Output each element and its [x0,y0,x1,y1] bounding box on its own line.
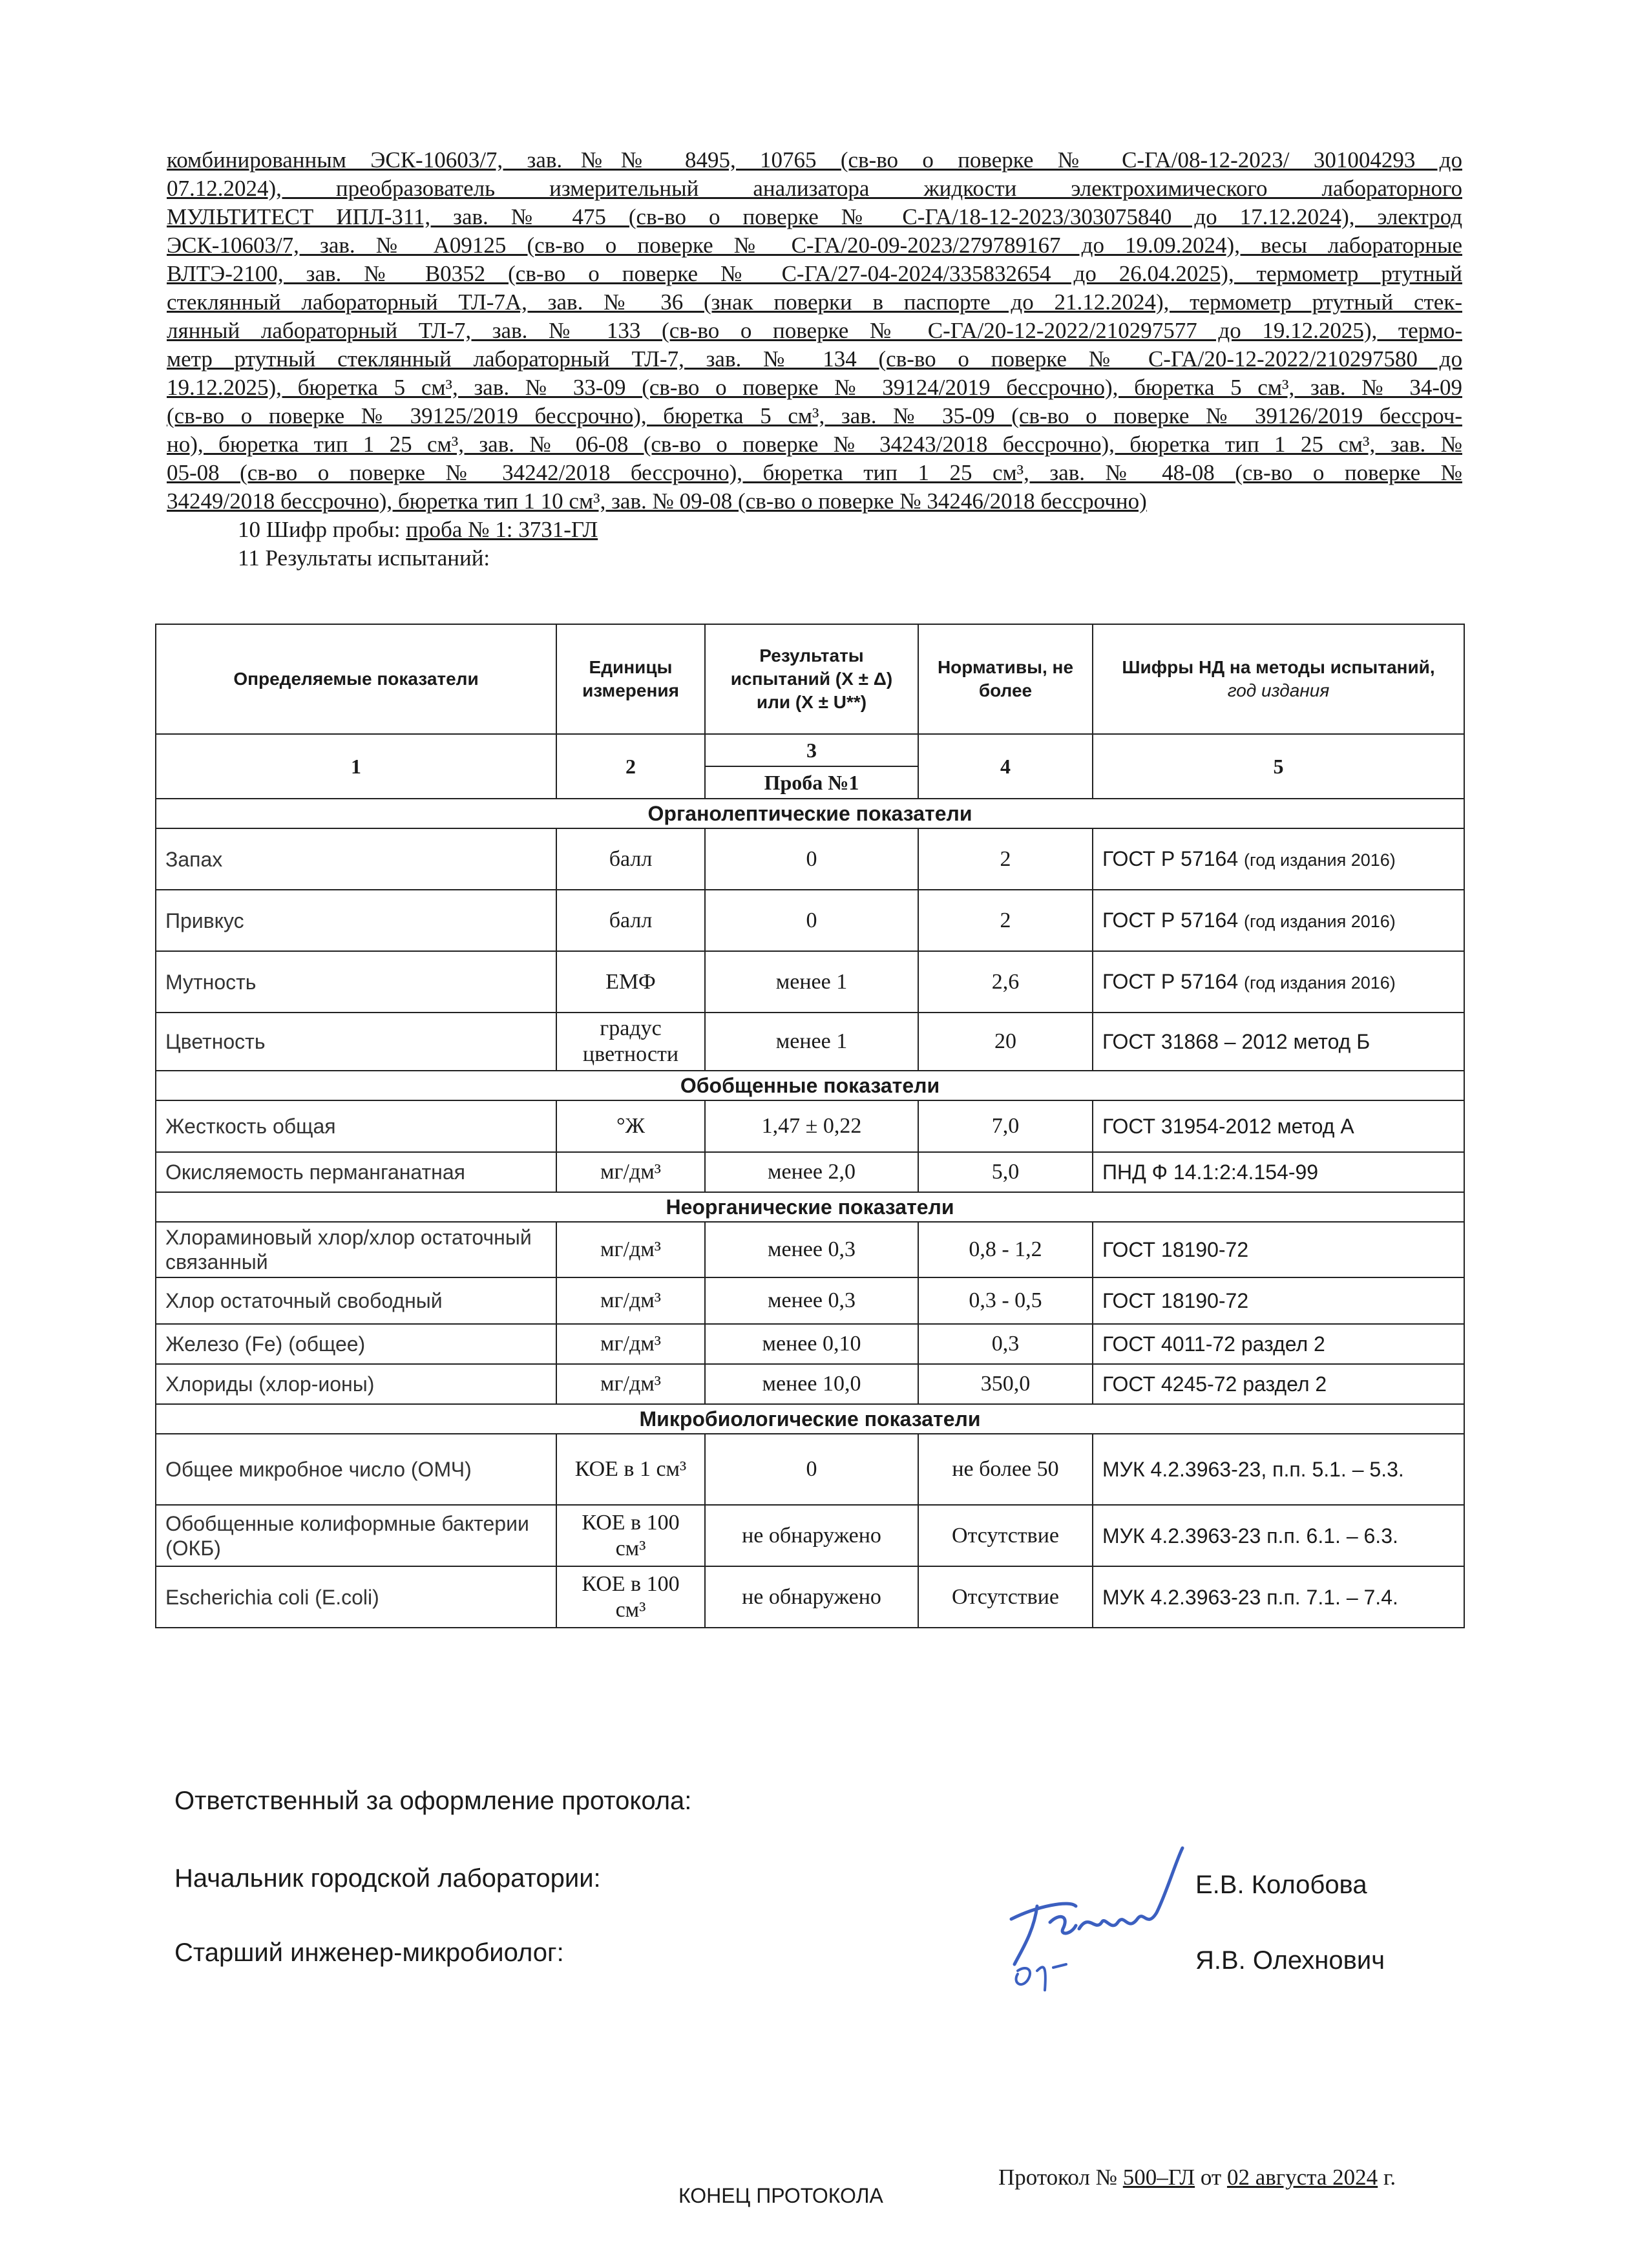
indicator-cell: Хлораминовый хлор/хлор остаточный связанный [156,1222,556,1277]
protocol-date: 02 августа 2024 [1226,2165,1378,2190]
table-row [156,1222,1464,1277]
method-text: ГОСТ Р 57164 [1102,846,1239,870]
column-number-row [156,734,1464,766]
result-cell: не обнаружено [705,1566,918,1628]
norm-cell: 2,6 [918,951,1093,1013]
indicator-cell: Запах [156,828,556,890]
result-cell: менее 0,3 [705,1222,918,1277]
unit-cell: градус цветности [556,1013,705,1071]
sample-code-label: 10 Шифр пробы: [238,517,401,542]
method-text: ПНД Ф 14.1:2:4.154-99 [1102,1160,1319,1184]
method-text: ГОСТ 18190-72 [1102,1238,1249,1261]
unit-cell: мг/дм³ [556,1364,705,1404]
table-row [156,1100,1464,1152]
table-row [156,1324,1464,1364]
indicator-cell: Окисляемость перманганатная [156,1152,556,1192]
equipment-line: 34249/2018 бессрочно), бюретка тип 1 10 см³, зав. № 09-08 (св-во о поверке № 34246/2018 бессрочно) [167,488,1147,514]
sample-code-value: проба № 1: 3731-ГЛ [406,517,598,542]
equipment-line: (св-во о поверке № 39125/2019 бессрочно), бюретка 5 см³, зав. № 35-09 (св-во о поверке № 39126/2019 бессроч- [167,403,1462,428]
norm-cell: 2 [918,828,1093,890]
equipment-line: ВЛТЭ-2100, зав. № В0352 (св-во о поверке № С-ГА/27-04-2024/335832654 до 26.04.2025), термометр ртутный [167,261,1462,286]
norm-cell: 350,0 [918,1364,1093,1404]
group-title: Органолептические показатели [156,799,1464,828]
norm-cell: 5,0 [918,1152,1093,1192]
result-cell: не обнаружено [705,1505,918,1566]
table-row [156,951,1464,1013]
norm-cell: Отсутствие [918,1505,1093,1566]
equipment-line: стеклянный лабораторный ТЛ-7А, зав. № 36 (знак поверки в паспорте до 21.12.2024), термометр ртутный стек- [167,289,1462,315]
header-norms: Нормативы, не более [918,624,1093,734]
results-heading: 11 Результаты испытаний: [238,545,490,571]
method-cell [1093,1434,1464,1505]
unit-cell: КОЕ в 100 см³ [556,1566,705,1628]
table-row [156,828,1464,890]
result-cell: менее 0,3 [705,1277,918,1324]
method-cell [1093,1100,1464,1152]
responsible-label: Ответственный за оформление протокола: [174,1787,692,1815]
equipment-line: МУЛЬТИТЕСТ ИПЛ-311, зав. № 475 (св-во о поверке № С-ГА/18-12-2023/303075840 до 17.12.2024), электрод [167,204,1462,229]
method-text: ГОСТ 4245-72 раздел 2 [1102,1372,1327,1396]
method-cell [1093,1152,1464,1192]
head-name: Е.В. Колобова [1195,1871,1367,1899]
method-text: МУК 4.2.3963-23 п.п. 6.1. – 6.3. [1102,1524,1398,1548]
method-cell [1093,828,1464,890]
indicator-cell: Escherichia coli (E.coli) [156,1566,556,1628]
method-cell [1093,951,1464,1013]
method-cell [1093,1505,1464,1566]
norm-cell: 7,0 [918,1100,1093,1152]
equipment-line: но), бюретка тип 1 25 см³, зав. № 06-08 (св-во о поверке № 34243/2018 бессрочно), бюретка тип 1 25 см³, зав. № [167,432,1462,457]
col-number-4: 4 [918,734,1093,799]
result-cell: менее 1 [705,951,918,1013]
col-number-1: 1 [156,734,556,799]
method-note: (год издания 2016) [1244,911,1396,931]
col-number-3: 3 [705,734,918,766]
result-cell: 0 [705,828,918,890]
method-text: ГОСТ 18190-72 [1102,1289,1249,1312]
table-row [156,1505,1464,1566]
indicator-cell: Обобщенные колиформные бактерии (ОКБ) [156,1505,556,1566]
unit-cell: балл [556,890,705,951]
end-of-protocol: КОНЕЦ ПРОТОКОЛА [678,2184,883,2207]
table-row [156,1434,1464,1505]
indicator-cell: Мутность [156,951,556,1013]
norm-cell: 0,8 - 1,2 [918,1222,1093,1277]
table-row [156,1013,1464,1071]
norm-cell: 20 [918,1013,1093,1071]
method-cell [1093,1324,1464,1364]
header-results: Результаты испытаний (Х ± Δ) или (Х ± U**) [705,624,918,734]
unit-cell: мг/дм³ [556,1324,705,1364]
result-cell: 1,47 ± 0,22 [705,1100,918,1152]
header-methods [1093,624,1464,734]
norm-cell: 2 [918,890,1093,951]
result-cell: 0 [705,1434,918,1505]
method-cell [1093,1277,1464,1324]
protocol-number: 500–ГЛ [1122,2165,1195,2190]
unit-cell: °Ж [556,1100,705,1152]
equipment-line: 19.12.2025), бюретка 5 см³, зав. № 33-09 (св-во о поверке № 39124/2019 бессрочно), бюретка 5 см³, зав. № 34-09 [167,375,1462,400]
protocol-suffix: г. [1383,2165,1396,2190]
method-note: (год издания 2016) [1244,850,1396,870]
result-cell: менее 10,0 [705,1364,918,1404]
method-cell [1093,890,1464,951]
results-table [155,624,1465,1628]
indicator-cell: Цветность [156,1013,556,1071]
table-row [156,890,1464,951]
sample-code-line [167,516,1462,544]
result-cell: менее 1 [705,1013,918,1071]
method-text: ГОСТ Р 57164 [1102,908,1239,932]
equipment-line: ЭСК-10603/7, зав. № А09125 (св-во о поверке № С-ГА/20-09-2023/279789167 до 19.09.2024), весы лабораторные [167,233,1462,258]
method-text: ГОСТ 31868 – 2012 метод Б [1102,1030,1371,1053]
method-text: МУК 4.2.3963-23 п.п. 7.1. – 7.4. [1102,1585,1398,1609]
unit-cell: мг/дм³ [556,1152,705,1192]
result-cell: менее 2,0 [705,1152,918,1192]
indicator-cell: Железо (Fe) (общее) [156,1324,556,1364]
table-header-row [156,624,1464,734]
header-units: Единицы измерения [556,624,705,734]
group-row [156,1071,1464,1100]
table-row [156,1152,1464,1192]
unit-cell: мг/дм³ [556,1277,705,1324]
unit-cell: ЕМФ [556,951,705,1013]
unit-cell: мг/дм³ [556,1222,705,1277]
equipment-line: лянный лабораторный ТЛ-7, зав. № 133 (св-во о поверке № С-ГА/20-12-2022/210297577 до 19.12.2025), термо- [167,318,1462,343]
method-note: (год издания 2016) [1244,972,1396,992]
norm-cell: 0,3 [918,1324,1093,1364]
method-cell [1093,1364,1464,1404]
equipment-line: комбинированным ЭСК-10603/7, зав.№№ 8495, 10765 (св-во о поверке № С-ГА/08-12-2023/ 301004293 до [167,147,1462,173]
engineer-title: Старший инженер-микробиолог: [174,1938,564,1967]
norm-cell: не более 50 [918,1434,1093,1505]
group-row [156,1404,1464,1434]
header-indicator: Определяемые показатели [156,624,556,734]
method-text: МУК 4.2.3963-23, п.п. 5.1. – 5.3. [1102,1458,1404,1481]
col-number-2: 2 [556,734,705,799]
indicator-cell: Хлор остаточный свободный [156,1277,556,1324]
head-title: Начальник городской лаборатории: [174,1864,601,1893]
col-number-5: 5 [1093,734,1464,799]
protocol-footer [998,2165,1396,2190]
unit-cell: КОЕ в 100 см³ [556,1505,705,1566]
equipment-paragraph [167,146,1462,572]
method-text: ГОСТ 4011-72 раздел 2 [1102,1332,1325,1356]
protocol-prefix: Протокол № [998,2165,1118,2190]
norm-cell: Отсутствие [918,1566,1093,1628]
group-title: Микробиологические показатели [156,1404,1464,1434]
table-row [156,1364,1464,1404]
sample-header: Проба №1 [705,766,918,799]
result-cell: менее 0,10 [705,1324,918,1364]
group-title: Обобщенные показатели [156,1071,1464,1100]
equipment-line: 05-08 (св-во о поверке № 34242/2018 бессрочно), бюретка тип 1 25 см³, зав. № 48-08 (св-во о поверке № [167,460,1462,485]
group-row [156,799,1464,828]
equipment-text [167,146,1462,516]
header-methods-year: год издания [1227,680,1330,700]
engineer-name: Я.В. Олехнович [1195,1946,1385,1975]
method-text: ГОСТ 31954-2012 метод А [1102,1115,1354,1138]
header-methods-text: Шифры НД на методы испытаний, [1122,657,1435,677]
indicator-cell: Жесткость общая [156,1100,556,1152]
signature-handwriting [998,1809,1218,1997]
method-cell [1093,1222,1464,1277]
result-cell: 0 [705,890,918,951]
table-row [156,1566,1464,1628]
indicator-cell: Привкус [156,890,556,951]
indicator-cell: Хлориды (хлор-ионы) [156,1364,556,1404]
group-row [156,1192,1464,1222]
unit-cell: КОЕ в 1 см³ [556,1434,705,1505]
equipment-line: 07.12.2024), преобразователь измерительный анализатора жидкости электрохимического лабораторного [167,176,1462,201]
method-text: ГОСТ Р 57164 [1102,969,1239,993]
protocol-from: от [1200,2165,1222,2190]
method-cell [1093,1566,1464,1628]
method-cell [1093,1013,1464,1071]
group-title: Неорганические показатели [156,1192,1464,1222]
table-row [156,1277,1464,1324]
equipment-line: метр ртутный стеклянный лабораторный ТЛ-7, зав. № 134 (св-во о поверке № С-ГА/20-12-2022/210297580 до [167,346,1462,372]
indicator-cell: Общее микробное число (ОМЧ) [156,1434,556,1505]
unit-cell: балл [556,828,705,890]
norm-cell: 0,3 - 0,5 [918,1277,1093,1324]
